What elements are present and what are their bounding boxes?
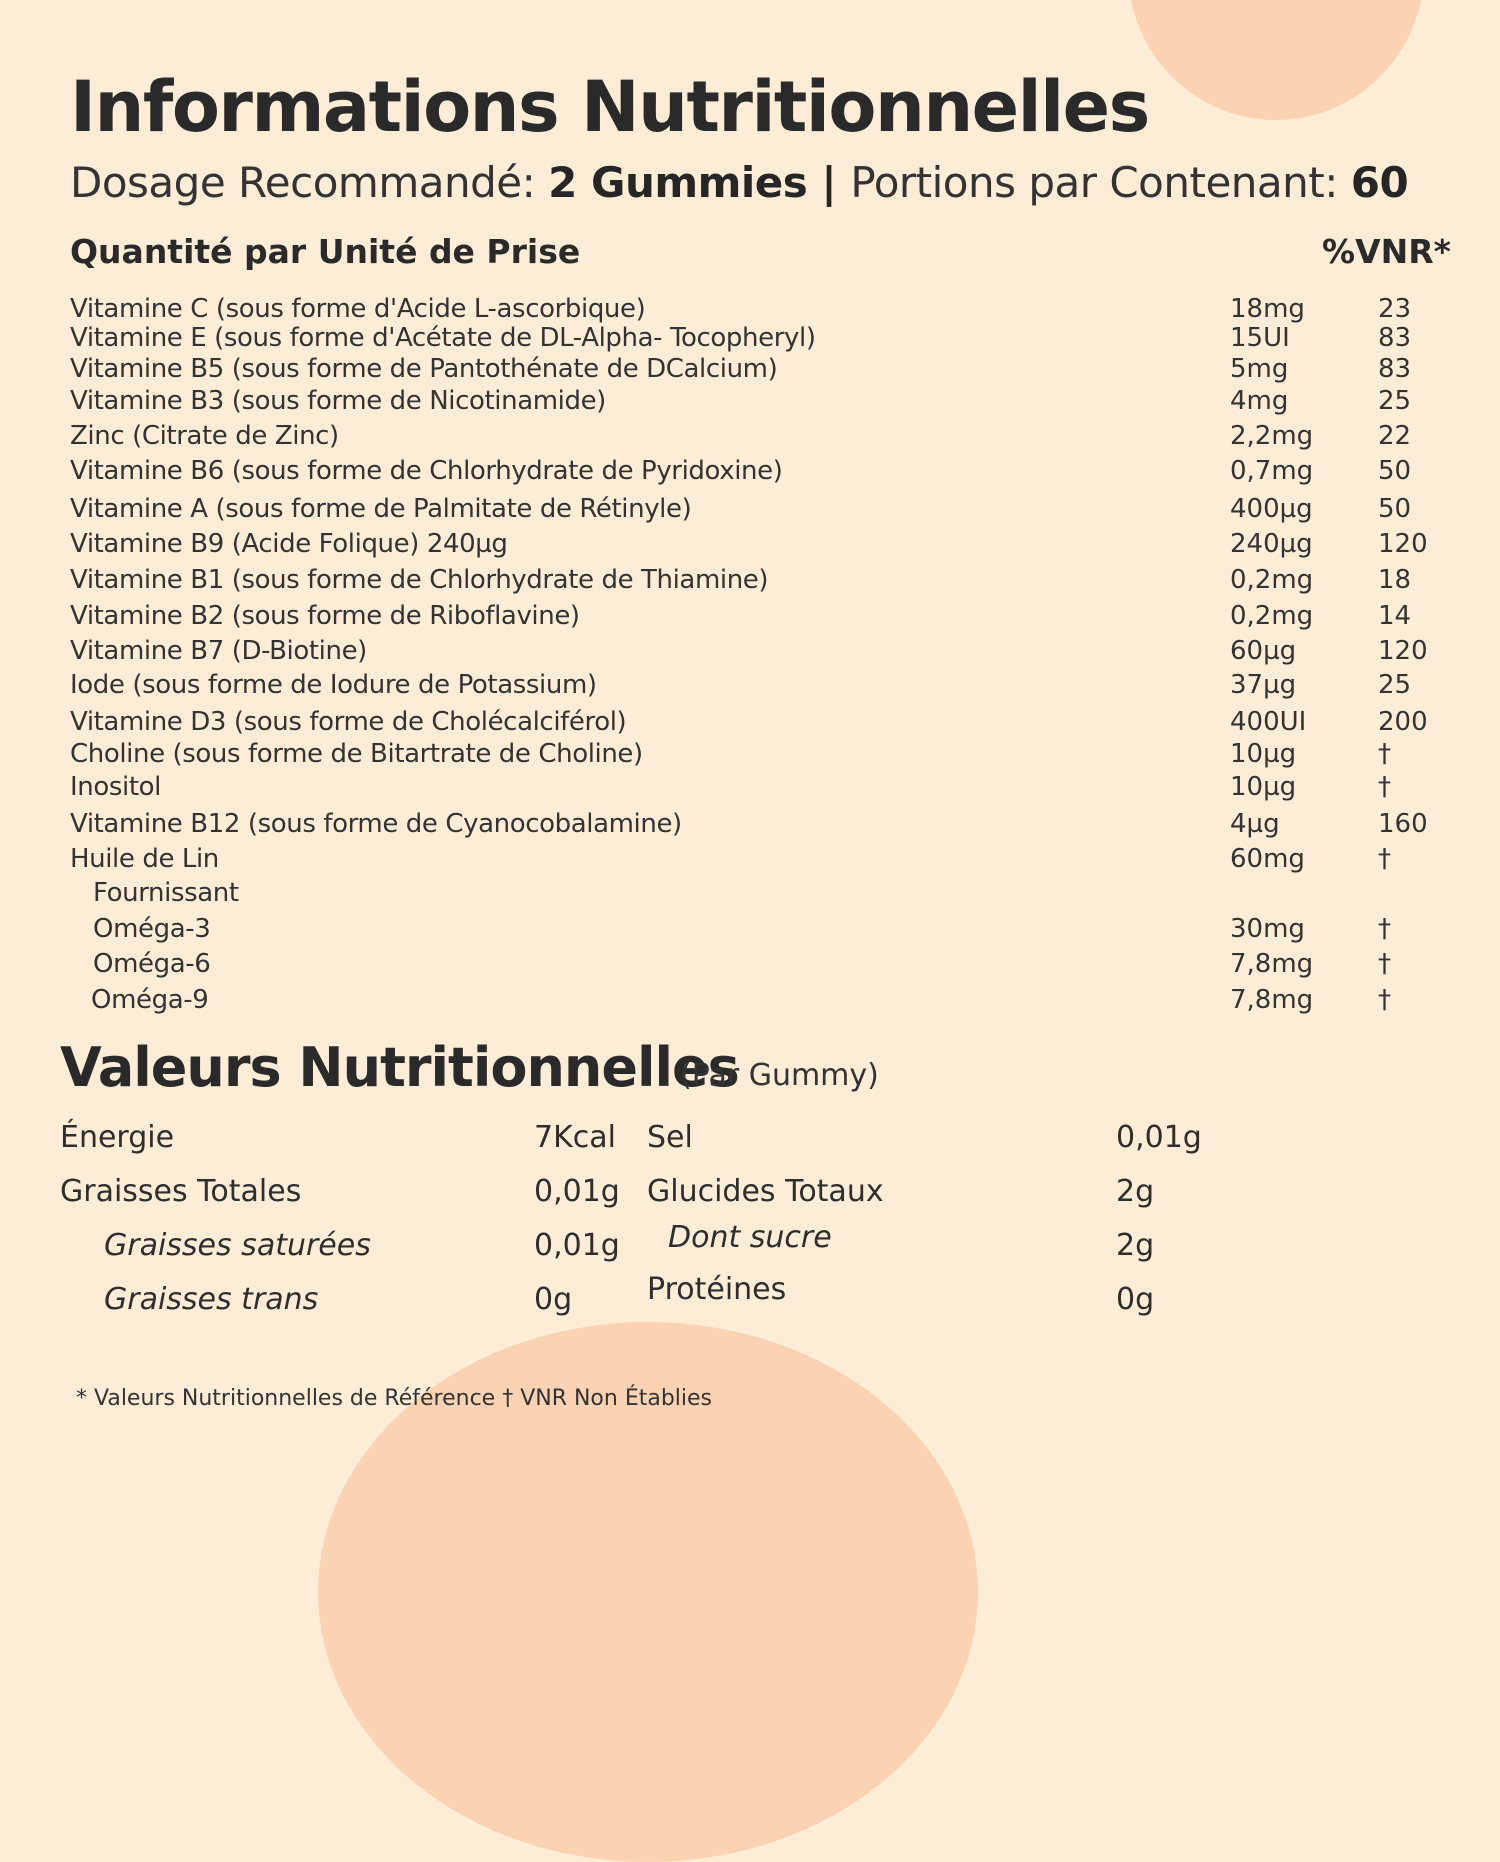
nutrient-name: Vitamine B7 (D-Biotine) [70, 636, 367, 666]
nv-label-total-carbs: Glucides Totaux [647, 1174, 884, 1209]
nutrient-vnr: † [1378, 985, 1391, 1015]
dosage-line [70, 158, 1408, 207]
nutrient-vnr: † [1378, 772, 1391, 802]
nutrient-name: Choline (sous forme de Bitartrate de Choline) [70, 739, 643, 769]
nutrient-amount: 5mg [1230, 354, 1289, 384]
nutrient-row [0, 386, 1500, 420]
nutrient-vnr: 160 [1378, 809, 1428, 839]
nutrient-vnr: 120 [1378, 529, 1428, 559]
nutrient-amount: 400µg [1230, 494, 1313, 524]
nutrition-values-subheading: (Par Gummy) [680, 1058, 879, 1093]
nutrient-row [0, 707, 1500, 741]
nutrient-vnr: 23 [1378, 294, 1412, 324]
nv-value-protein: 0g [1116, 1282, 1155, 1317]
nutrient-name: Huile de Lin [70, 844, 219, 874]
nutrient-vnr: † [1378, 844, 1391, 874]
nutrient-name: Zinc (Citrate de Zinc) [70, 421, 339, 451]
nv-label-saturated-fat: Graisses saturées [104, 1228, 371, 1263]
nutrient-name: Inositol [70, 772, 161, 802]
nv-value-trans-fat: 0g [534, 1282, 573, 1317]
nv-label-protein: Protéines [647, 1272, 787, 1307]
nutrient-amount: 0,2mg [1230, 565, 1314, 595]
nutrient-name: Vitamine C (sous forme d'Acide L-ascorbique) [70, 294, 646, 324]
nutrient-vnr: 83 [1378, 354, 1412, 384]
nutrient-vnr: 120 [1378, 636, 1428, 666]
vnr-heading: %VNR* [1322, 232, 1451, 271]
decorative-circle-top [1128, 0, 1424, 120]
nutrient-row [0, 772, 1500, 806]
nutrient-vnr: 22 [1378, 421, 1412, 451]
nv-value-total-carbs: 2g [1116, 1174, 1155, 1209]
nutrient-name: Vitamine B1 (sous forme de Chlorhydrate de Thiamine) [70, 565, 769, 595]
nutrient-amount: 400UI [1230, 707, 1307, 737]
nutrient-name: Vitamine B12 (sous forme de Cyanocobalamine) [70, 809, 682, 839]
nutrient-name: Vitamine A (sous forme de Palmitate de Rétinyle) [70, 494, 692, 524]
nv-label-total-fat: Graisses Totales [60, 1174, 302, 1209]
nutrient-vnr: 200 [1378, 707, 1428, 737]
nutrient-row [0, 985, 1500, 1019]
nutrient-vnr: 14 [1378, 601, 1412, 631]
nutrient-row [0, 323, 1500, 357]
page-title: Informations Nutritionnelles [70, 66, 1149, 148]
nutrient-row [0, 844, 1500, 878]
nutrient-row [0, 636, 1500, 670]
nutrient-name: Fournissant [93, 878, 239, 908]
nv-value-total-fat: 0,01g [534, 1174, 620, 1209]
nutrient-name: Vitamine B9 (Acide Folique) 240µg [70, 529, 508, 559]
portions-value: 60 [1350, 158, 1409, 207]
nutrient-row [0, 878, 1500, 912]
nutrient-row [0, 949, 1500, 983]
nutrient-vnr: 25 [1378, 386, 1412, 416]
nv-label-energy: Énergie [60, 1120, 175, 1155]
nutrient-name: Vitamine D3 (sous forme de Cholécalciférol) [70, 707, 627, 737]
nutrient-amount: 7,8mg [1230, 985, 1314, 1015]
nutrient-name: Iode (sous forme de Iodure de Potassium) [70, 670, 597, 700]
nutrient-amount: 10µg [1230, 739, 1297, 769]
nv-label-trans-fat: Graisses trans [104, 1282, 319, 1317]
nutrient-amount: 2,2mg [1230, 421, 1314, 451]
nutrient-vnr: † [1378, 949, 1391, 979]
nutrient-name: Vitamine B6 (sous forme de Chlorhydrate de Pyridoxine) [70, 456, 783, 486]
nv-label-salt: Sel [647, 1120, 693, 1155]
nutrient-row [0, 529, 1500, 563]
nutrient-row [0, 456, 1500, 490]
nutrient-vnr: 25 [1378, 670, 1412, 700]
nv-value-saturated-fat: 0,01g [534, 1228, 620, 1263]
nutrient-name: Oméga-9 [91, 985, 209, 1015]
quantity-heading: Quantité par Unité de Prise [70, 232, 581, 271]
nutrient-amount: 0,7mg [1230, 456, 1314, 486]
nutrient-name: Vitamine E (sous forme d'Acétate de DL-Alpha- Tocopheryl) [70, 323, 816, 353]
nutrient-amount: 0,2mg [1230, 601, 1314, 631]
nv-value-energy: 7Kcal [534, 1120, 616, 1155]
nutrient-row [0, 914, 1500, 948]
nutrient-amount: 60mg [1230, 844, 1305, 874]
nutrient-vnr: † [1378, 739, 1391, 769]
nutrient-name: Vitamine B5 (sous forme de Pantothénate de DCalcium) [70, 354, 778, 384]
nutrient-vnr: 18 [1378, 565, 1412, 595]
nutrient-name: Vitamine B2 (sous forme de Riboflavine) [70, 601, 580, 631]
nutrient-vnr: 50 [1378, 456, 1412, 486]
nutrient-amount: 10µg [1230, 772, 1297, 802]
nutrient-amount: 60µg [1230, 636, 1297, 666]
nutrient-row [0, 494, 1500, 528]
nutrient-vnr: 50 [1378, 494, 1412, 524]
nutrient-row [0, 421, 1500, 455]
nutrient-amount: 240µg [1230, 529, 1313, 559]
nutrient-name: Vitamine B3 (sous forme de Nicotinamide) [70, 386, 606, 416]
nutrient-amount: 18mg [1230, 294, 1305, 324]
nutrient-row [0, 739, 1500, 773]
portions-label: Portions par Contenant: [850, 158, 1351, 207]
nv-value-sugar: 2g [1116, 1228, 1155, 1263]
dosage-value: 2 Gummies [548, 158, 808, 207]
dosage-label: Dosage Recommandé: [70, 158, 549, 207]
nutrient-row [0, 670, 1500, 704]
nv-value-salt: 0,01g [1116, 1120, 1202, 1155]
nutrient-amount: 4mg [1230, 386, 1289, 416]
dosage-separator: | [807, 158, 851, 207]
nutrient-amount: 30mg [1230, 914, 1305, 944]
nutrient-name: Oméga-6 [93, 949, 211, 979]
footnote: * Valeurs Nutritionnelles de Référence † VNR Non Établies [76, 1386, 713, 1411]
nutrient-row [0, 354, 1500, 388]
nutrient-amount: 37µg [1230, 670, 1297, 700]
nutrient-row [0, 565, 1500, 599]
nutrient-vnr: 83 [1378, 323, 1412, 353]
nutrient-vnr: † [1378, 914, 1391, 944]
nutrient-amount: 7,8mg [1230, 949, 1314, 979]
nutrient-row [0, 809, 1500, 843]
nv-label-sugar: Dont sucre [668, 1220, 832, 1255]
nutrient-amount: 4µg [1230, 809, 1280, 839]
nutrition-values-heading: Valeurs Nutritionnelles [60, 1036, 739, 1099]
nutrient-amount: 15UI [1230, 323, 1290, 353]
nutrient-name: Oméga-3 [93, 914, 211, 944]
nutrient-row [0, 601, 1500, 635]
